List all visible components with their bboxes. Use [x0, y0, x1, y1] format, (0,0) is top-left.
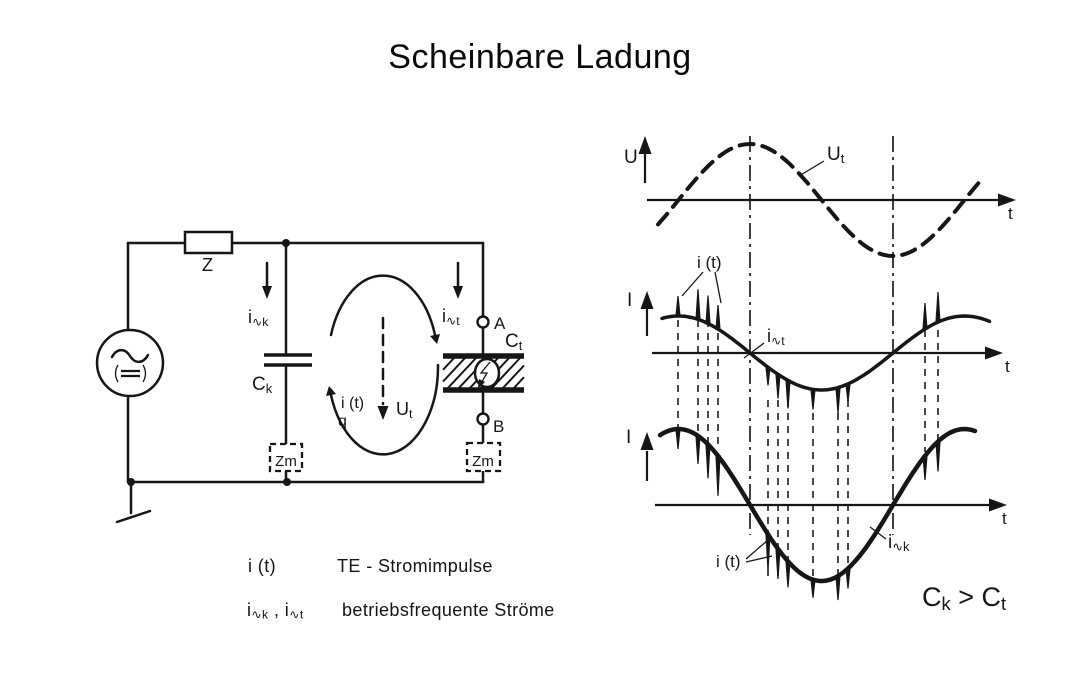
- pulse-label-bottom: i (t): [716, 552, 741, 571]
- pd-pulse: [786, 561, 790, 587]
- legend-desc-ik-it: betriebsfrequente Ströme: [342, 600, 555, 620]
- pd-pulse: [706, 444, 710, 478]
- pd-pulse: [676, 296, 680, 316]
- t-axis-mid-arrowhead: [985, 347, 1003, 360]
- plot-current-test: [627, 253, 1010, 390]
- i-axis-bot-arrowhead: [641, 432, 654, 450]
- i-axis-mid-label: I: [627, 290, 633, 311]
- pulse-label-top-leaders: [682, 272, 721, 303]
- ground-symbol: [117, 482, 150, 522]
- ut-dashed-arrowhead: [378, 406, 389, 420]
- pd-pulse: [836, 576, 840, 600]
- loop-ut-label: Ut: [396, 399, 413, 421]
- ct-label: Ct: [505, 331, 523, 353]
- terminal-b-label: B: [493, 417, 505, 436]
- pd-pulse: [936, 292, 940, 322]
- loop-arrowhead-right: [430, 334, 440, 344]
- t-axis-mid-label: t: [1005, 357, 1010, 376]
- waveform-panel: [624, 136, 1016, 614]
- plot-current-coupling: [626, 427, 1007, 614]
- loop-q-label: q: [338, 413, 347, 430]
- ut-leader-line: [799, 161, 824, 176]
- pulse-label-top: i (t): [697, 253, 722, 272]
- legend-term-it: i (t): [248, 556, 276, 576]
- pd-pulse: [923, 303, 927, 329]
- impedance-z-box: [185, 232, 232, 253]
- current-it-label: i∿t: [442, 306, 460, 328]
- pd-pulse: [786, 380, 790, 408]
- pd-pulse: [696, 289, 700, 319]
- node-top: [282, 239, 290, 247]
- ck-capacitor-plates: [264, 355, 312, 365]
- loop-it-label: i (t): [341, 395, 365, 412]
- pd-pulse: [936, 442, 940, 472]
- i-axis-bot-label: I: [626, 427, 632, 448]
- current-ik-arrowhead: [262, 286, 272, 299]
- pd-pulse: [766, 534, 770, 570]
- t-axis-bot-label: t: [1002, 509, 1007, 528]
- it-curve-label: i∿t: [767, 326, 785, 348]
- loop-arrowhead-left: [326, 386, 336, 396]
- ut-curve-label: Ut: [827, 144, 845, 166]
- ac-source-circle: [97, 330, 163, 396]
- pd-pulse: [811, 389, 815, 409]
- terminal-a: [478, 317, 489, 328]
- node-bottom-mid: [283, 478, 291, 486]
- pd-pulse: [776, 549, 780, 579]
- pd-pulse: [923, 456, 927, 480]
- impedance-z-label: Z: [202, 255, 213, 275]
- u-axis-arrowhead: [639, 136, 652, 154]
- ik-curve-label: i∿k: [888, 532, 910, 554]
- terminal-a-label: A: [494, 314, 506, 333]
- current-ik-label: i∿k: [248, 307, 269, 329]
- pd-pulse: [776, 374, 780, 398]
- condition-label: Ck > Ct: [922, 582, 1007, 614]
- i-axis-mid-arrowhead: [641, 291, 654, 309]
- zm-right-label: Zm: [472, 453, 494, 470]
- pd-pulse: [696, 436, 700, 464]
- plot-voltage: [624, 136, 1016, 256]
- pd-pulse: [706, 296, 710, 324]
- pd-pulse: [811, 580, 815, 598]
- circuit-diagram: [97, 232, 524, 522]
- pd-pulse: [716, 305, 720, 329]
- legend-desc-it: TE - Stromimpulse: [337, 556, 493, 576]
- terminal-b: [478, 414, 489, 425]
- pd-pulse: [836, 388, 840, 414]
- current-it-arrowhead: [453, 286, 463, 299]
- pd-pulse: [676, 429, 680, 449]
- u-axis-label: U: [624, 147, 638, 168]
- zm-left-label: Zm: [275, 453, 297, 470]
- t-axis-top-arrowhead: [998, 194, 1016, 207]
- ck-label: Ck: [252, 374, 273, 396]
- page-title: Scheinbare Ladung: [388, 38, 692, 76]
- pd-pulse: [846, 384, 850, 402]
- pd-pulse: [766, 367, 770, 385]
- pd-pulse: [846, 569, 850, 589]
- t-axis-top-label: t: [1008, 204, 1013, 223]
- legend-term-ik-it: $i_{∿k}$ , $i_{∿t}$: [247, 600, 304, 622]
- pd-pulse: [716, 456, 720, 496]
